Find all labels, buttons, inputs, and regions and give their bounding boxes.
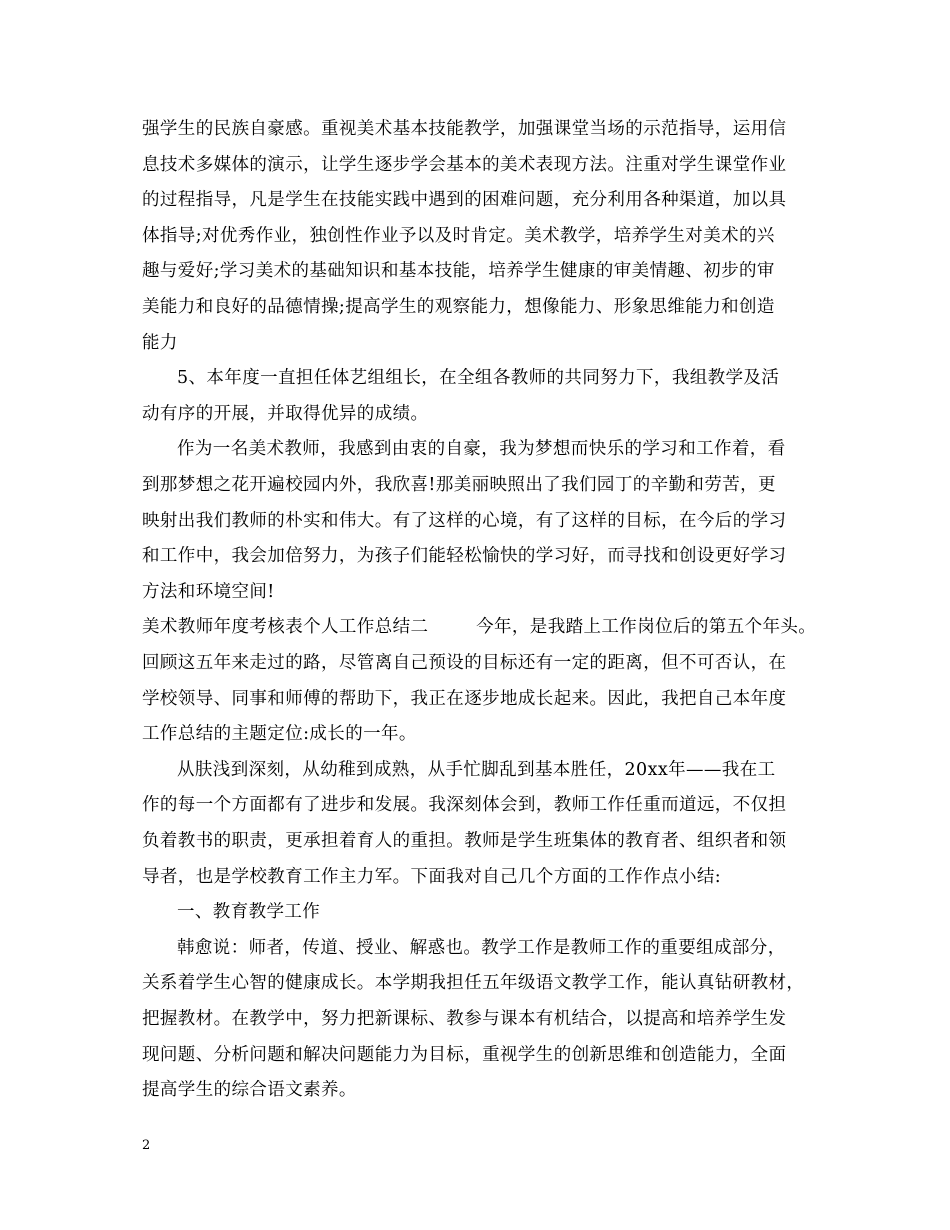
paragraph-line: 方法和环境空间! — [142, 582, 275, 602]
paragraph-line: 提高学生的综合语文素养。 — [142, 1080, 357, 1100]
paragraph-line: 把握教材。在教学中，努力把新课标、教参与课本有机结合，以提高和培养学生发 — [142, 1009, 787, 1029]
paragraph-line: 5、本年度一直担任体艺组组长，在全组各教师的共同努力下，我组教学及活 — [177, 368, 780, 388]
paragraph-line: 趣与爱好;学习美术的基础知识和基本技能，培养学生健康的审美情趣、初步的审 — [142, 261, 775, 281]
paragraph-line: 负着教书的职责，更承担着育人的重担。教师是学生班集体的教育者、组织者和领 — [142, 831, 787, 851]
paragraph-line: 现问题、分析问题和解决问题能力为目标，重视学生的创新思维和创造能力，全面 — [142, 1045, 787, 1065]
paragraph-line: 动有序的开展，并取得优异的成绩。 — [142, 404, 429, 424]
paragraph-line: 到那梦想之花开遍校园内外，我欣喜!那美丽映照出了我们园丁的辛勤和劳苦，更 — [142, 475, 776, 495]
paragraph-line: 作的每一个方面都有了进步和发展。我深刻体会到，教师工作任重而道远，不仅担 — [142, 795, 787, 815]
paragraph-line: 韩愈说：师者，传道、授业、解惑也。教学工作是教师工作的重要组成部分， — [177, 938, 786, 958]
paragraph-line: 工作总结的主题定位:成长的一年。 — [142, 724, 417, 744]
paragraph-line: 强学生的民族自豪感。重视美术基本技能教学，加强课堂当场的示范指导，运用信 — [142, 119, 787, 139]
paragraph-line: 关系着学生心智的健康成长。本学期我担任五年级语文教学工作，能认真钻研教材， — [142, 973, 805, 993]
paragraph-line: 能力 — [142, 333, 178, 353]
paragraph-line: 美能力和良好的品德情操;提高学生的观察能力，想像能力、形象思维能力和创造 — [142, 297, 775, 317]
paragraph-line: 和工作中，我会加倍努力，为孩子们能轻松愉快的学习好，而寻找和创设更好学习 — [142, 546, 787, 566]
subheading-line: 一、教育教学工作 — [177, 902, 321, 922]
paragraph-line: 从肤浅到深刻，从幼稚到成熟，从手忙脚乱到基本胜任，20xx年——我在工 — [177, 760, 776, 780]
paragraph-line: 体指导;对优秀作业，独创性作业予以及时肯定。美术教学，培养学生对美术的兴 — [142, 226, 775, 246]
paragraph-line: 学校领导、同事和师傅的帮助下，我正在逐步地成长起来。因此，我把自己本年度 — [142, 689, 787, 709]
paragraph-line: 导者，也是学校教育工作主力军。下面我对自己几个方面的工作作点小结: — [142, 867, 722, 887]
paragraph-line: 映射出我们教师的朴实和伟大。有了这样的心境，有了这样的目标，在今后的学习 — [142, 511, 787, 531]
paragraph-line: 息技术多媒体的演示，让学生逐步学会基本的美术表现方法。注重对学生课堂作业 — [142, 155, 787, 175]
section-heading-line: 美术教师年度考核表个人工作总结二 今年，是我踏上工作岗位后的第五个年头。 — [142, 617, 817, 637]
paragraph-line: 的过程指导，凡是学生在技能实践中遇到的困难问题，充分利用各种渠道，加以具 — [142, 190, 787, 210]
page-number: 2 — [142, 1138, 151, 1153]
paragraph-line: 回顾这五年来走过的路，尽管离自己预设的目标还有一定的距离，但不可否认，在 — [142, 653, 787, 673]
paragraph-line: 作为一名美术教师，我感到由衷的自豪，我为梦想而快乐的学习和工作着，看 — [177, 439, 786, 459]
